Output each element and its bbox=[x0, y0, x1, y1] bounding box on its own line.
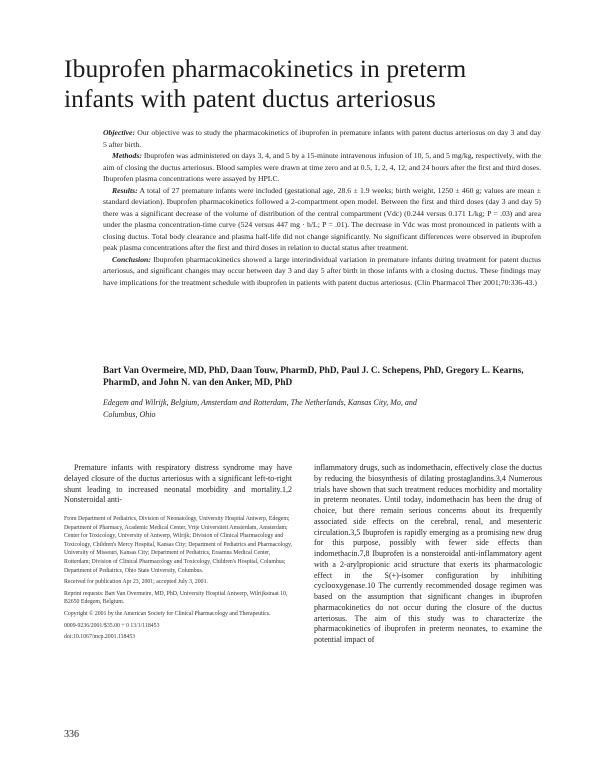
body-column-left bbox=[64, 463, 292, 506]
body-paragraph: inflammatory drugs, such as indomethacin, effectively close the ductus by reducing the biosynthesis of dilating prostaglandins.3,4 Numerous trials have shown that such treatment reduces morbidity and mortality in preterm neonates. Until today, indomethacin has been the drug of choice, but there remain serious concerns about its frequently associated side effects on the cerebral, renal, and mesenteric circulation.3,5 Ibuprofen is rapidly emerging as a promising new drug for this purpose, possibly with fewer side effects than indomethacin.7,8 Ibuprofen is a nonsteroidal anti-inflammatory agent with a 2-arylpropionic acid structure that exerts its pharmacologic effect in the S(+)-isomer configuration by inhibiting cyclooxygenase.10 The currently recommended dosage regimen was based on the assumption that significant changes in ibuprofen pharmacokinetics do not occur during the closure of the ductus arteriosus. The aim of this study was to characterize the pharmacokinetics of ibuprofen in preterm neonates, to examine the potential impact of bbox=[314, 463, 542, 644]
footnote-issn: 0009-9236/2001/$35.00 + 0 13/1/118453 bbox=[64, 622, 160, 629]
article-title bbox=[64, 54, 544, 114]
abstract-objective-text: Our objective was to study the pharmacokinetics of ibuprofen in premature infants with patent ductus arteriosus on day 3 and day 5 after birth. bbox=[103, 128, 541, 149]
abstract-results-text: A total of 27 premature infants were included (gestational age, 28.6 ± 1.9 weeks; birth weight, 1250 ± 460 g; values are mean ± standard deviation). Ibuprofen pharmacokinetics followed a 2-compartment open model. Between the first and third doses (day 3 and day 5) there was a significant decrease of the volume of distribution of the central compartment (Vdc) (0.244 versus 0.171 L/kg; P = .03) and area under the plasma concentration-time curve (524 versus 447 mg · h/L; P = .01). The decrease in Vdc was most pronounced in patients with a closing ductus. Total body clearance and plasma half-life did not change significantly. No significant differences were observed in ibuprofen peak plasma concentrations after the first and third doses in relation to ductal status after treatment. bbox=[103, 185, 541, 252]
abstract-conclusion bbox=[103, 254, 541, 289]
footnotes bbox=[64, 515, 292, 645]
footnote-reprints: Reprint requests: Bart Van Overmeire, MD, PhD, University Hospital Antwerp, Wilrijkstraat 10, B2650 Edegem, Belgium. bbox=[64, 590, 288, 606]
article-title-line-1: Ibuprofen pharmacokinetics in preterm bbox=[64, 54, 467, 83]
abstract-methods-label: Methods: bbox=[112, 151, 142, 160]
abstract-objective bbox=[103, 127, 541, 150]
page-number: 336 bbox=[64, 729, 79, 740]
footnote-copyright: Copyright © 2001 by the American Society for Clinical Pharmacology and Therapeutics. bbox=[64, 610, 271, 617]
footnote-doi: doi:10.1067/mcp.2001.118453 bbox=[64, 634, 136, 641]
abstract-results-label: Results: bbox=[112, 185, 138, 195]
abstract-objective-label: Objective: bbox=[103, 128, 136, 137]
abstract-methods bbox=[103, 150, 541, 185]
abstract-conclusion-text: Ibuprofen pharmacokinetics showed a large interindividual variation in premature infants during treatment for patent ductus arteriosus, and significant changes may occur between day 3 and day 5 after birth in those infants with a closing ductus. These findings may have implications for the treatment schedule with ibuprofen in patients with patent ductus arteriosus. (Clin Pharmacol Ther 2001;70:336-43.) bbox=[103, 254, 541, 287]
abstract-methods-text: Ibuprofen was administered on days 3, 4, and 5 by a 15-minute intravenous infusion of 10, 5, and 5 mg/kg, respectively, with the aim of closing the ductus arteriosus. Blood samples were drawn at time zero and at 0.5, 1, 2, 4, 12, and 24 hours after the first and third doses. Ibuprofen plasma concentrations were assayed by HPLC. bbox=[103, 151, 541, 183]
intro-paragraph: Premature infants with respiratory distress syndrome may have delayed closure of the ductus arteriosus with a significant left-to-right shunt leading to increased neonatal morbidity and mortality.1,2 Nonsteroidal anti- bbox=[64, 463, 292, 505]
abstract-results bbox=[103, 185, 541, 254]
article-title-line-2: infants with patent ductus arteriosus bbox=[64, 84, 436, 113]
body-column-right bbox=[314, 463, 542, 646]
abstract bbox=[103, 127, 541, 288]
author-locations: Edegem and Wilrijk, Belgium, Amsterdam and Rotterdam, The Netherlands, Kansas City, Mo, and Columbus, Ohio bbox=[103, 398, 417, 419]
footnote-affiliations: From Department of Pediatrics, Division of Neonatology, University Hospital Antwerp, Edegem; Department of Pharmacy, Academic Medical Center, Vrije Universiteit Amsterdam, Amsterdam; Center for Toxicology, University of Antwerp, Wilrijk; Division of Clinical Pharmacology and Toxicology, Children's Mercy Hospital, Kansas City; Department of Pediatrics and Pharmacology, University of Missouri, Kansas City; Department of Pediatrics, Erasmus Medical Center, Rotterdam; Division of Clinical Pharmacology and Toxicology, Children's Hospital, Columbus; Department of Pediatrics, Ohio State University, Columbus. bbox=[64, 516, 293, 574]
footnote-received: Received for publication Apr 23, 2001; accepted July 3, 2001. bbox=[64, 579, 208, 586]
author-list: Bart Van Overmeire, MD, PhD, Daan Touw, PharmD, PhD, Paul J. C. Schepens, PhD, Gregory L. Kearns, PharmD, and John N. van den Anker, MD, PhD bbox=[103, 366, 524, 388]
abstract-conclusion-label: Conclusion: bbox=[112, 254, 151, 264]
